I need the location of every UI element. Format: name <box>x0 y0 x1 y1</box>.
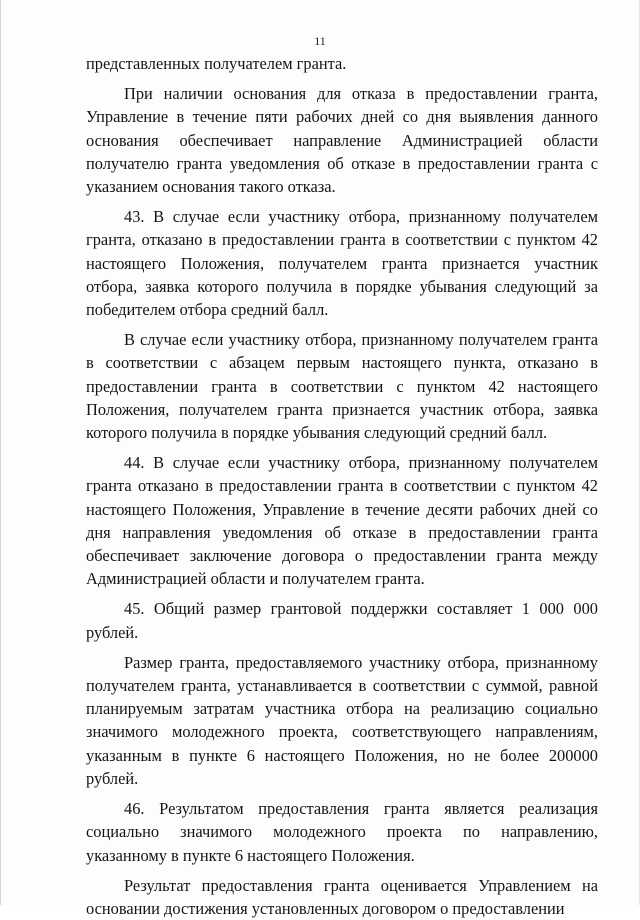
paragraph-grant-size: Размер гранта, предоставляемого участнику отбора, признанному получателем гранта, устанавливается в соответствии с суммой, равной планируемым затратам участника отбора на реализацию социально значимого молодежного проекта, соответствующего направлениям, указанным в пункте 6 настоящего Положения, но не более 200000 рублей. <box>86 652 598 788</box>
paragraph-item-43-second: В случае если участнику отбора, признанному получателем гранта в соответствии с абзацем первым настоящего пункта, отказано в предоставлении гранта в соответствии с пунктом 42 настоящего Положения, получателем гранта признается участник отбора, заявка которого получила в порядке убывания следующий средний балл. <box>86 330 598 443</box>
paragraph-refusal-notice: При наличии основания для отказа в предоставлении гранта, Управление в течение пяти рабочих дней со дня выявления данного основания обеспечивает направление Администрацией области получателю гранта уведомления об отказе в предоставлении гранта с указанием основания такого отказа. <box>86 84 598 197</box>
paragraph-item-45: 45. Общий размер грантовой поддержки составляет 1 000 000 рублей. <box>86 599 598 642</box>
paragraph-continuation: представленных получателем гранта. <box>86 54 347 73</box>
document-body <box>86 52 598 920</box>
paragraph-result-evaluation: Результат предоставления гранта оценивается Управлением на основании достижения установленных договором о предоставлении <box>86 875 598 918</box>
paragraph-item-44: 44. В случае если участнику отбора, признанному получателем гранта отказано в предоставлении гранта в соответствии с пунктом 42 настоящего Положения, Управление в течение десяти рабочих дней со дня направления уведомления об отказе в предоставлении гранта обеспечивает заключение договора о предоставлении гранта между Администрацией области и получателем гранта. <box>86 453 598 589</box>
paragraph-item-43: 43. В случае если участнику отбора, признанному получателем гранта, отказано в предоставлении гранта в соответствии с пунктом 42 настоящего Положения, получателем гранта признается участник отбора, заявка которого получила в порядке убывания следующий за победителем отбора средний балл. <box>86 207 598 320</box>
page-number: 11 <box>314 34 326 48</box>
paragraph-item-46: 46. Результатом предоставления гранта является реализация социально значимого молодежного проекта по направлению, указанному в пункте 6 настоящего Положения. <box>86 799 598 865</box>
